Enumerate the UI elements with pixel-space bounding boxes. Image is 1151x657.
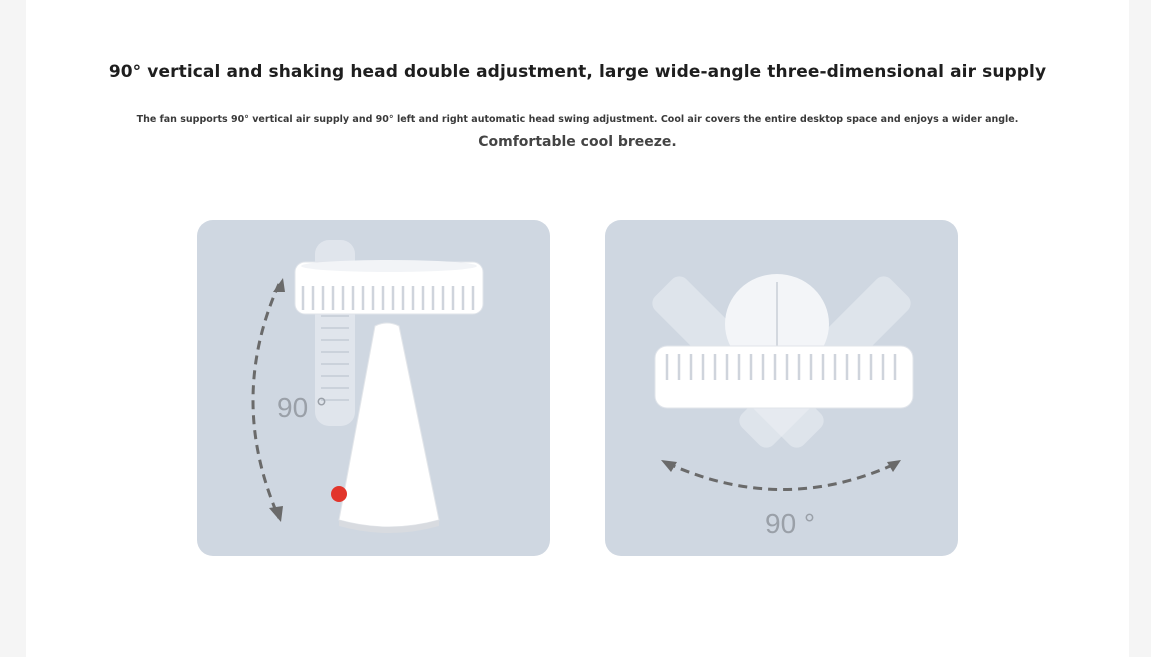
- section-description: The fan supports 90° vertical air supply and 90° left and right automatic head swing adjustment. Cool air covers the entire desktop space and enjoys a wider angle.: [136, 114, 1019, 125]
- power-button-icon: [331, 486, 347, 502]
- swing-angle-label: 90 °: [765, 508, 816, 539]
- section-headline: 90° vertical and shaking head double adjustment, large wide-angle three-dimensional air supply: [108, 62, 1047, 82]
- fan-head-top: [301, 260, 477, 272]
- arrow-head-left-icon: [661, 460, 677, 472]
- swing-arrow-curve: [667, 463, 897, 490]
- horizontal-swing-image: [605, 220, 958, 556]
- vertical-tilt-image: [197, 220, 550, 556]
- vertical-tilt-illustration: [197, 220, 550, 556]
- tilt-arrow-curve: [253, 284, 279, 518]
- arrow-head-up-icon: [273, 278, 285, 292]
- tilt-angle-label: 90 °: [277, 392, 328, 423]
- product-detail-page: [26, 0, 1129, 657]
- fan-head: [655, 346, 913, 408]
- section-tagline: Comfortable cool breeze.: [478, 134, 677, 150]
- horizontal-swing-illustration: [605, 220, 958, 556]
- arrow-head-down-icon: [269, 506, 283, 522]
